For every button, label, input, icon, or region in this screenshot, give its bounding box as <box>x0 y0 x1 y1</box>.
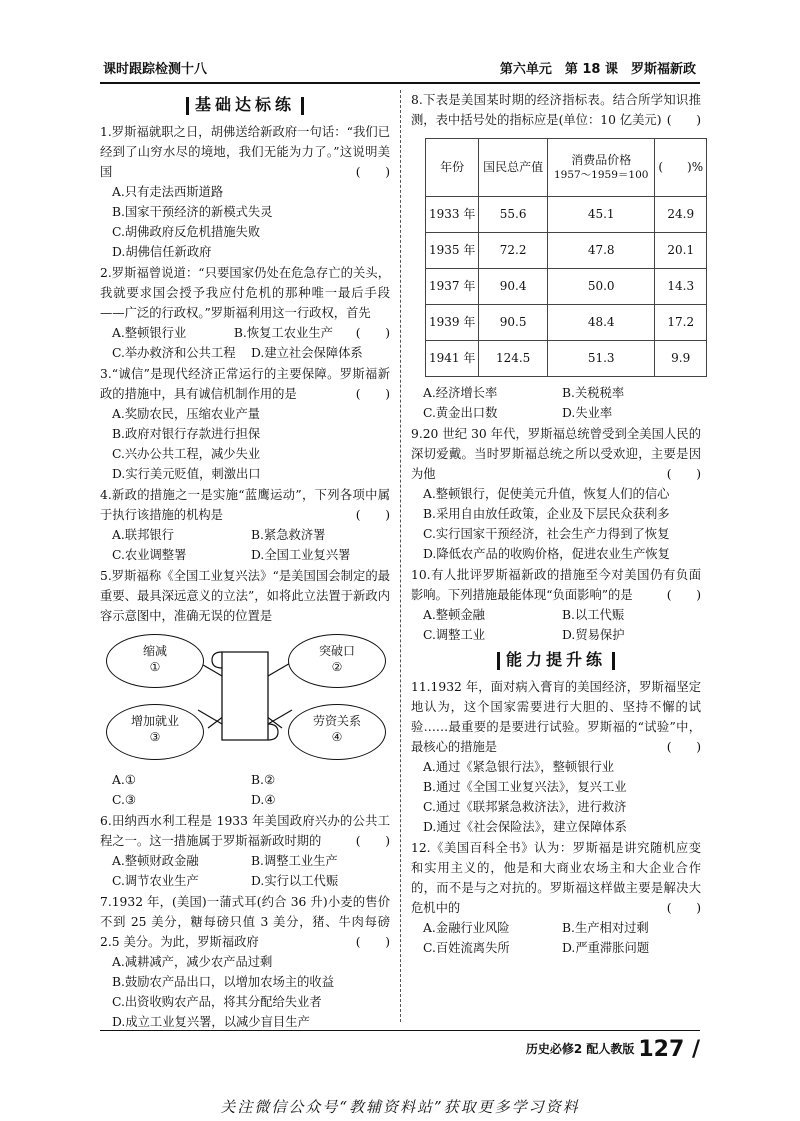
option: D.实行美元贬值，刺激出口 <box>112 467 261 481</box>
answer-blank[interactable]: ( ) <box>666 588 701 602</box>
option: C.实行国家干预经济，社会生产力得到了恢复 <box>423 527 670 541</box>
option: A.通过《紧急银行法》，整顿银行业 <box>423 760 615 774</box>
question-stem: 1.罗斯福就职之日，胡佛送给新政府一句话：“我们已经到了山穷水尽的境地，我们无能为力了。”这说明美国 <box>100 125 390 179</box>
right-column <box>411 90 704 959</box>
option: C.举办救济和公共工程 <box>112 346 236 360</box>
option: A.奖励农民，压缩农业产量 <box>112 407 261 421</box>
footer-book: 历史必修2 配人教版 <box>525 1042 635 1056</box>
option: B.政府对银行存款进行担保 <box>112 427 261 441</box>
question-stem: 10.有人批评罗斯福新政的措施至今对美国仍有负面影响。下列措施最能体现“负面影响”的是 <box>411 568 701 602</box>
option: D.失业率 <box>562 406 613 420</box>
option: D.④ <box>251 793 276 807</box>
question-11 <box>411 677 701 837</box>
table-row: 1933 年 55.6 45.1 24.9 <box>426 197 707 233</box>
answer-blank[interactable]: ( ) <box>666 740 701 754</box>
question-stem: 5.罗斯福称《全国工业复兴法》“是美国国会制定的最重要、最具深远意义的立法”，如将此立法置于新政内容示意图中，准确无误的位置是 <box>100 569 390 623</box>
option: D.通过《社会保险法》，建立保障体系 <box>423 820 627 834</box>
table-header: 年份 <box>426 139 479 197</box>
table-header: ( )% <box>655 139 707 197</box>
diagram-ellipse-3: 增加就业 ③ <box>106 704 204 760</box>
option: A.整顿银行业 <box>112 326 187 340</box>
question-3 <box>100 364 390 484</box>
option: C.黄金出口数 <box>423 406 498 420</box>
answer-blank[interactable]: ( ) <box>355 165 390 179</box>
question-5 <box>100 566 390 810</box>
watermark-text: 关注微信公众号“教辅资料站”获取更多学习资料 <box>220 1098 580 1116</box>
economic-indicator-table <box>425 138 707 377</box>
diagram-ellipse-4: 劳资关系 ④ <box>288 704 386 760</box>
new-deal-diagram <box>100 632 390 764</box>
option: C.③ <box>112 793 136 807</box>
option: A.只有走法西斯道路 <box>112 185 224 199</box>
option: A.整顿金融 <box>423 608 485 622</box>
option: D.成立工业复兴署，以减少盲目生产 <box>112 1015 310 1029</box>
answer-blank[interactable]: ( ) <box>355 935 390 949</box>
section-title-basic: 基础达标练 <box>100 92 390 118</box>
question-12 <box>411 838 701 958</box>
page-number: 127 / <box>638 1037 700 1062</box>
left-column <box>100 90 390 1033</box>
option: A.① <box>112 773 136 787</box>
question-stem: 11.1932 年，面对病入膏肓的美国经济，罗斯福坚定地认为，这个国家需要进行大胆的、坚持不懈的试验……最重要的是要进行试验。罗斯福的“试验”中，最核心的措施是 <box>411 680 701 754</box>
question-10 <box>411 565 701 645</box>
question-stem: 6.田纳西水利工程是 1933 年美国政府兴办的公共工程之一。这一措施属于罗斯福新政时期的 <box>100 814 390 848</box>
option: C.调整工业 <box>423 628 486 642</box>
table-header: 国民总产值 <box>479 139 548 197</box>
option: A.整顿财政金融 <box>112 854 199 868</box>
diagram-ellipse-2: 突破口 ② <box>288 634 386 688</box>
diagram-ellipse-1: 缩减 ① <box>106 634 204 688</box>
column-divider <box>400 90 401 1022</box>
answer-blank[interactable]: ( ) <box>666 467 701 481</box>
question-7 <box>100 892 390 1032</box>
option: B.调整工业生产 <box>251 854 338 868</box>
table-row: 1935 年 72.2 47.8 20.1 <box>426 233 707 269</box>
option: D.实行以工代赈 <box>251 874 339 888</box>
answer-blank[interactable]: ( ) <box>355 387 390 401</box>
option: D.胡佛信任新政府 <box>112 245 212 259</box>
footer-rule <box>100 1030 700 1031</box>
section-title-advanced: 能力提升练 <box>411 647 701 673</box>
question-1 <box>100 122 390 262</box>
answer-blank[interactable]: ( ) <box>666 901 701 915</box>
question-2 <box>100 263 390 363</box>
answer-blank[interactable]: ( ) <box>355 326 390 340</box>
question-stem: 3.“诚信”是现代经济正常运行的主要保障。罗斯福新政的措施中，具有诚信机制作用的是 <box>100 367 390 401</box>
header-rule <box>100 82 700 84</box>
table-row: 1939 年 90.5 48.4 17.2 <box>426 305 707 341</box>
option: B.生产相对过剩 <box>562 921 649 935</box>
option: A.联邦银行 <box>112 528 174 542</box>
option: C.通过《联邦紧急救济法》，进行救济 <box>423 800 627 814</box>
option: B.紧急救济署 <box>251 528 326 542</box>
footer <box>526 1039 700 1060</box>
question-stem: 7.1932 年，(美国)一蒲式耳(约合 36 升)小麦的售价不到 25 美分，糖每磅只值 3 美分，猪、牛肉每磅 2.5 美分。为此，罗斯福政府 <box>100 895 390 949</box>
option: A.整顿银行，促使美元升值，恢复人们的信心 <box>423 487 670 501</box>
option: C.胡佛政府反危机措施失败 <box>112 225 261 239</box>
option: B.国家干预经济的新模式失灵 <box>112 205 273 219</box>
option: C.兴办公共工程，减少失业 <box>112 447 261 461</box>
option: C.出资收购农产品，将其分配给失业者 <box>112 995 322 1009</box>
question-9 <box>411 424 701 564</box>
option: B.② <box>251 773 275 787</box>
option: B.鼓励农产品出口，以增加农场主的收益 <box>112 975 334 989</box>
answer-blank[interactable]: ( ) <box>355 508 390 522</box>
option: D.降低农产品的收购价格，促进农业生产恢复 <box>423 547 670 561</box>
option: D.建立社会保障体系 <box>251 346 363 360</box>
answer-blank[interactable]: ( ) <box>355 834 390 848</box>
question-4 <box>100 485 390 565</box>
answer-blank[interactable]: ( ) <box>666 113 701 127</box>
question-stem: 4.新政的措施之一是实施“蓝鹰运动”，下列各项中属于执行该措施的机构是 <box>100 488 390 522</box>
header-right: 第六单元 第 18 课 罗斯福新政 <box>499 62 696 77</box>
table-row: 1941 年 124.5 51.3 9.9 <box>426 341 707 377</box>
question-stem: 9.20 世纪 30 年代，罗斯福总统曾受到全美国人民的深切爱戴。当时罗斯福总统之所以受欢迎，主要是因为他 <box>411 427 701 481</box>
option: C.百姓流离失所 <box>423 941 510 955</box>
header-left: 课时跟踪检测十八 <box>103 62 208 77</box>
question-6 <box>100 811 390 891</box>
option: B.通过《全国工业复兴法》，复兴工业 <box>423 780 627 794</box>
question-8 <box>411 90 704 423</box>
option: B.采用自由放任政策，企业及下层民众获利多 <box>423 507 670 521</box>
question-stem: 12.《美国百科全书》认为：罗斯福是讲究随机应变和实用主义的，他是和大商业农场主和大企业合作的，而不是与之对抗的。罗斯福这样做主要是解决大危机中的 <box>411 841 701 915</box>
question-stem: 8.下表是美国某时期的经济指标表。结合所学知识推测，表中括号处的指标应是(单位：10 亿美元) <box>411 93 701 127</box>
option: C.农业调整署 <box>112 548 187 562</box>
option: D.严重滞胀问题 <box>562 941 650 955</box>
table-header: 消费品价格 1957～1959＝100 <box>547 139 654 197</box>
option: A.减耕减产，减少农产品过剩 <box>112 955 273 969</box>
question-stem: 2.罗斯福曾说道：“只要国家仍处在危急存亡的关头，我就要求国会授予我应付危机的那种唯一最后手段——广泛的行政权。”罗斯福利用这一行政权，首先 <box>100 266 390 320</box>
option: D.全国工业复兴署 <box>251 548 351 562</box>
option: A.经济增长率 <box>423 386 498 400</box>
option: B.关税税率 <box>562 386 625 400</box>
table-row: 1937 年 90.4 50.0 14.3 <box>426 269 707 305</box>
option: C.调节农业生产 <box>112 874 199 888</box>
option: D.贸易保护 <box>562 628 625 642</box>
option: B.以工代赈 <box>562 608 625 622</box>
option: A.金融行业风险 <box>423 921 510 935</box>
option: B.恢复工农业生产 <box>233 326 333 340</box>
